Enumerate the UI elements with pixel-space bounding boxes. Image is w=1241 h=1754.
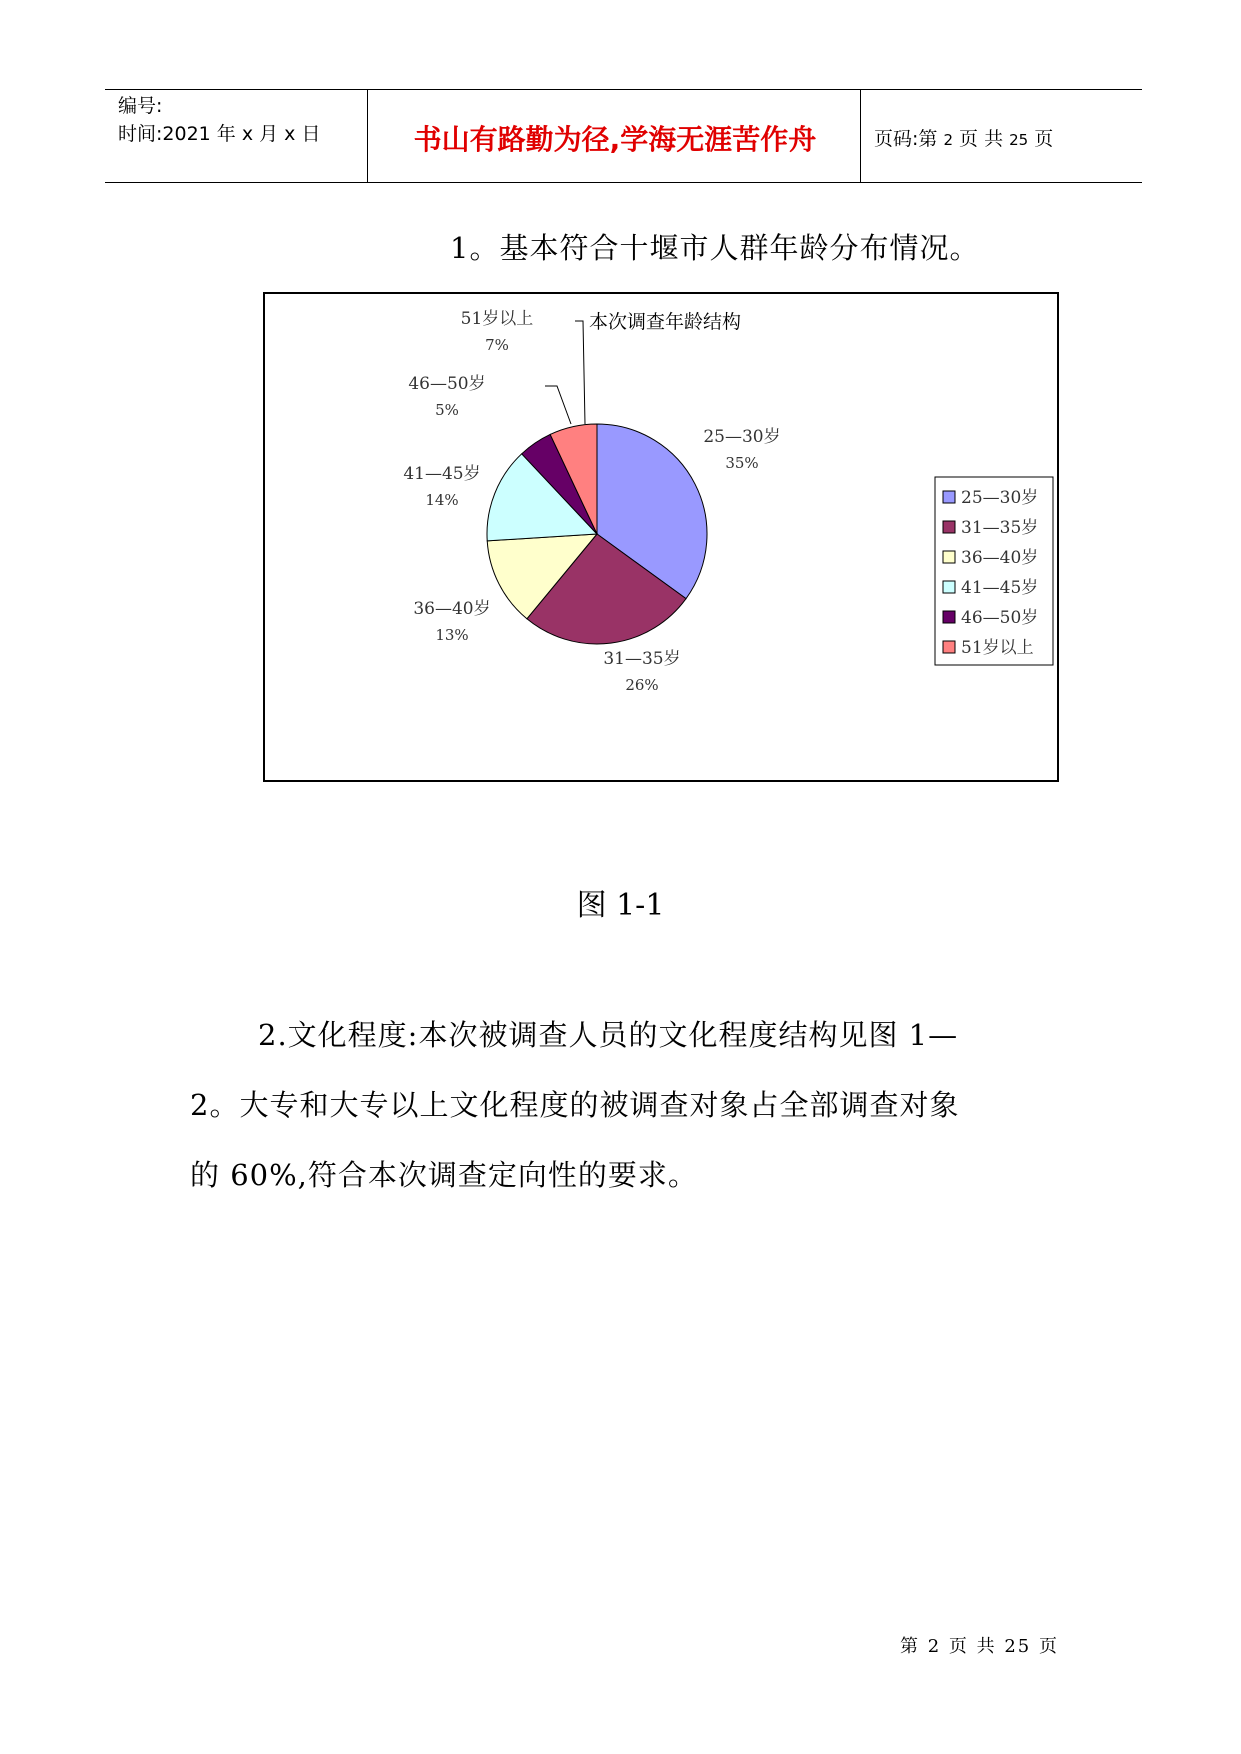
pie-slice-label-percent: 13%: [435, 626, 469, 644]
header-page-number: [874, 124, 1053, 151]
pie-leader-line: [575, 321, 585, 424]
legend-swatch: [943, 491, 955, 503]
paragraph-education-line-3: 的 60%,符合本次调查定向性的要求。: [190, 1158, 698, 1192]
document-number-label: 编号:: [118, 95, 163, 117]
pie-slice-label-name: 51岁以上: [460, 309, 534, 329]
document-time-label: 时间:2021 年 x 月 x 日: [118, 123, 321, 145]
legend-swatch: [943, 551, 955, 563]
paragraph-education-line-2: 2。大专和大专以上文化程度的被调查对象占全部调查对象: [190, 1088, 960, 1122]
page-suffix: 页: [1034, 128, 1054, 150]
header-top-rule: [105, 89, 1142, 90]
page-mid: 页 共: [959, 128, 1004, 150]
pie-leader-lines: [545, 321, 585, 424]
legend-label: 36—40岁: [961, 548, 1039, 568]
pie-leader-line: [545, 386, 571, 424]
header-divider-left: [367, 89, 368, 183]
legend-label: 46—50岁: [961, 608, 1039, 628]
legend-label: 25—30岁: [961, 488, 1039, 508]
header-bottom-rule: [105, 182, 1142, 183]
paragraph-education-line-1: 2.文化程度:本次被调查人员的文化程度结构见图 1—: [258, 1018, 959, 1052]
pie-slice-label-percent: 14%: [425, 491, 459, 509]
page-footer: 第 2 页 共 25 页: [900, 1636, 1059, 1657]
legend-label: 41—45岁: [961, 578, 1039, 598]
chart-legend: [935, 477, 1053, 665]
pie-slice-label-percent: 26%: [625, 676, 659, 694]
header-motto: 书山有路勤为径,学海无涯苦作舟: [413, 123, 817, 156]
page-total: 25: [1009, 131, 1029, 149]
pie-slice-label-name: 31—35岁: [603, 649, 681, 669]
legend-swatch: [943, 581, 955, 593]
figure-caption: 图 1-1: [576, 888, 665, 923]
pie-slice-label-percent: 5%: [435, 401, 459, 419]
page-current: 2: [943, 131, 953, 149]
legend-swatch: [943, 641, 955, 653]
pie-slice-label-percent: 35%: [725, 454, 759, 472]
pie-slice-label-name: 25—30岁: [703, 427, 781, 447]
header-meta: [118, 92, 320, 148]
legend-label: 51岁以上: [961, 638, 1034, 658]
paragraph-age-summary: 1。基本符合十堰市人群年龄分布情况。: [450, 231, 980, 265]
pie-chart-svg: [265, 294, 1061, 784]
legend-label: 31—35岁: [961, 518, 1039, 538]
chart-title: 本次调查年龄结构: [588, 311, 742, 333]
pie-slice-label-name: 41—45岁: [403, 464, 481, 484]
age-structure-chart: [263, 292, 1059, 782]
header-divider-right: [860, 89, 861, 183]
pie-slice-label-name: 36—40岁: [413, 599, 491, 619]
pie-slice-label-percent: 7%: [485, 336, 509, 354]
pie-slices: [487, 424, 707, 644]
paragraph-education: [190, 1000, 1060, 1210]
legend-swatch: [943, 521, 955, 533]
page-prefix: 页码:第: [874, 128, 938, 150]
legend-swatch: [943, 611, 955, 623]
pie-slice-label-name: 46—50岁: [408, 374, 486, 394]
